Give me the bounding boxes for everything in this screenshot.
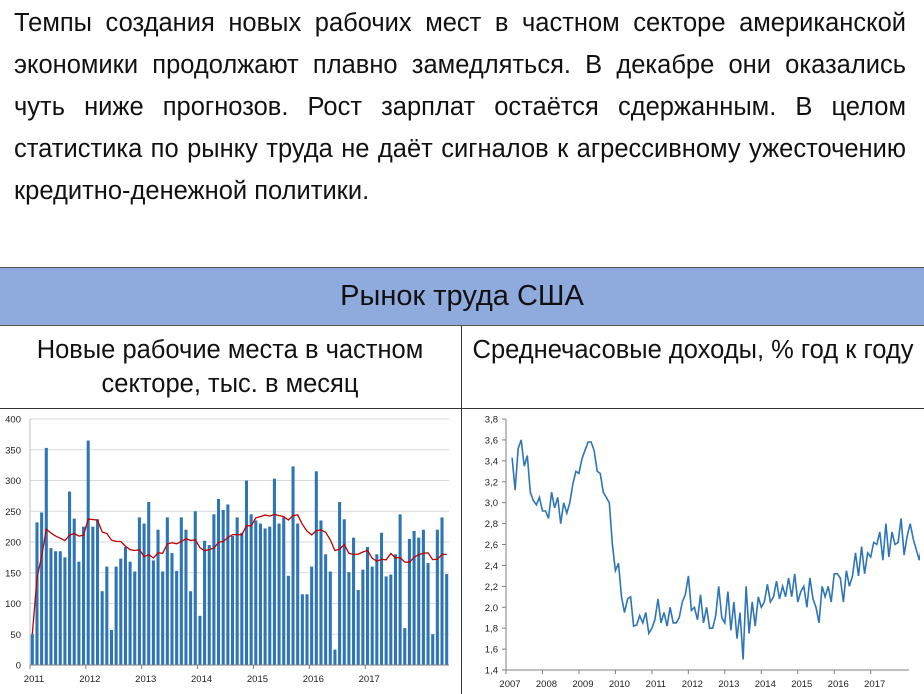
y-tick-label: 1,4 (484, 665, 498, 677)
bar (49, 548, 52, 665)
bar (361, 570, 364, 665)
bar (110, 630, 113, 665)
bar (338, 502, 341, 665)
bar (184, 530, 187, 665)
bar (45, 448, 48, 665)
y-tick-label: 2,0 (484, 602, 498, 614)
y-tick-label: 100 (5, 599, 21, 610)
bar (315, 471, 318, 665)
bar (189, 591, 192, 665)
bar (105, 567, 108, 665)
bar (198, 616, 201, 665)
bar (240, 533, 243, 665)
bar (333, 650, 336, 665)
x-tick-label: 2011 (645, 679, 667, 690)
bar (301, 594, 304, 665)
bar (352, 538, 355, 665)
bar (347, 572, 350, 665)
bar (417, 538, 420, 665)
y-tick-label: 2,8 (484, 519, 498, 531)
bar (375, 554, 378, 665)
earnings-series-line (512, 440, 920, 660)
bar (101, 591, 104, 665)
bar (366, 547, 369, 665)
bar (292, 466, 295, 665)
y-tick-label: 2,2 (484, 581, 498, 593)
x-tick-label: 2013 (135, 674, 157, 685)
bar (324, 554, 327, 665)
bar (273, 479, 276, 665)
bar (68, 492, 71, 665)
bar (268, 527, 271, 665)
y-tick-label: 0 (15, 660, 21, 672)
bar (431, 634, 434, 665)
bar (436, 530, 439, 665)
bar (147, 502, 150, 665)
x-tick-label: 2016 (302, 674, 324, 685)
bar (175, 571, 178, 665)
y-tick-label: 150 (5, 568, 21, 580)
x-tick-label: 2015 (246, 674, 269, 685)
bar (54, 551, 57, 665)
bar (385, 576, 388, 665)
x-tick-label: 2014 (754, 679, 776, 690)
bar (282, 517, 285, 665)
x-tick-label: 2017 (864, 679, 886, 690)
bar (170, 553, 173, 665)
bar (408, 539, 411, 665)
bar (217, 499, 220, 665)
bar (143, 524, 146, 665)
bar (166, 517, 169, 665)
bar (357, 590, 360, 665)
y-tick-label: 50 (10, 629, 21, 641)
x-tick-label: 2017 (358, 674, 380, 685)
right-chart-title: Среднечасовые доходы, % год к году (472, 336, 914, 364)
bar (389, 575, 392, 665)
bar (440, 517, 443, 665)
y-tick-label: 3,8 (484, 414, 498, 426)
intro-paragraph: Темпы создания новых рабочих мест в частном секторе американской экономики продолжают плавно замедляться. В декабре они оказались чуть ниже прогнозов. Рост зарплат остаётся сдержанным. В целом статистика по рынку труда не даёт сигналов к агрессивному ужесточению кредитно-денежной политики. (14, 9, 906, 205)
y-tick-label: 3,2 (484, 477, 498, 489)
bar (96, 519, 99, 665)
bar (371, 567, 374, 665)
bar (380, 533, 383, 665)
y-tick-label: 400 (5, 414, 21, 426)
bar (427, 563, 430, 665)
bar (212, 514, 215, 665)
moving-average-line (32, 514, 446, 634)
bar (278, 524, 281, 665)
y-tick-label: 250 (5, 506, 21, 518)
y-tick-label: 1,6 (484, 644, 498, 656)
y-tick-label: 2,6 (484, 540, 498, 551)
bar (403, 628, 406, 665)
left-chart-title: Новые рабочие места в частном секторе, тыс. в месяц (36, 336, 424, 398)
bar (91, 527, 94, 665)
x-tick-label: 2010 (608, 679, 630, 690)
y-tick-label: 1,8 (484, 623, 498, 635)
banner-title: Рынок труда США (340, 280, 584, 312)
bar (222, 510, 225, 665)
bar (82, 527, 85, 665)
bar (77, 562, 80, 665)
bar (59, 551, 62, 665)
x-tick-label: 2011 (23, 674, 45, 685)
bar (254, 520, 257, 665)
bar (413, 531, 416, 665)
bar (119, 559, 122, 665)
bar (394, 554, 397, 665)
bar (138, 517, 141, 665)
bar (287, 576, 290, 665)
bar (445, 574, 448, 665)
x-tick-label: 2009 (572, 679, 594, 690)
bar (343, 519, 346, 665)
y-tick-label: 2,4 (484, 560, 498, 572)
bar (250, 514, 253, 665)
earnings-line-chart (468, 409, 920, 694)
y-tick-label: 3,4 (484, 456, 498, 468)
bar (319, 520, 322, 665)
bar (161, 572, 164, 665)
bar (208, 545, 211, 665)
x-tick-label: 2008 (535, 679, 558, 690)
x-tick-label: 2016 (827, 679, 849, 690)
x-tick-label: 2007 (499, 679, 521, 690)
bar (236, 517, 239, 665)
y-tick-label: 3,0 (484, 498, 498, 510)
bar (152, 560, 155, 665)
divider-vertical (461, 326, 462, 694)
bar (231, 536, 234, 665)
bar (133, 572, 136, 665)
x-tick-label: 2015 (791, 679, 813, 690)
bar (399, 514, 402, 665)
section-banner (0, 267, 924, 326)
y-tick-label: 3,6 (484, 435, 498, 447)
bar (329, 572, 332, 665)
bar (194, 511, 197, 665)
y-tick-label: 300 (5, 476, 21, 487)
bar (115, 567, 118, 665)
bar (264, 528, 267, 665)
bar (305, 594, 308, 665)
bar (310, 567, 313, 665)
bar (180, 517, 183, 665)
bar (129, 562, 132, 665)
x-tick-label: 2014 (191, 674, 213, 685)
jobs-bar-chart (0, 409, 456, 694)
bar (422, 530, 425, 665)
x-tick-label: 2012 (681, 679, 703, 690)
x-tick-label: 2013 (718, 679, 740, 690)
bar (259, 524, 262, 665)
bar (296, 524, 299, 665)
bar (40, 512, 43, 665)
bar (245, 481, 248, 666)
bar (87, 441, 90, 665)
x-tick-label: 2012 (79, 674, 101, 685)
y-tick-label: 350 (5, 445, 21, 457)
bar (63, 557, 66, 665)
y-tick-label: 200 (5, 537, 21, 549)
bar (31, 634, 34, 665)
bar (203, 541, 206, 665)
bar (156, 530, 159, 665)
bar (226, 504, 229, 665)
bar (124, 547, 127, 665)
bar (73, 519, 76, 665)
